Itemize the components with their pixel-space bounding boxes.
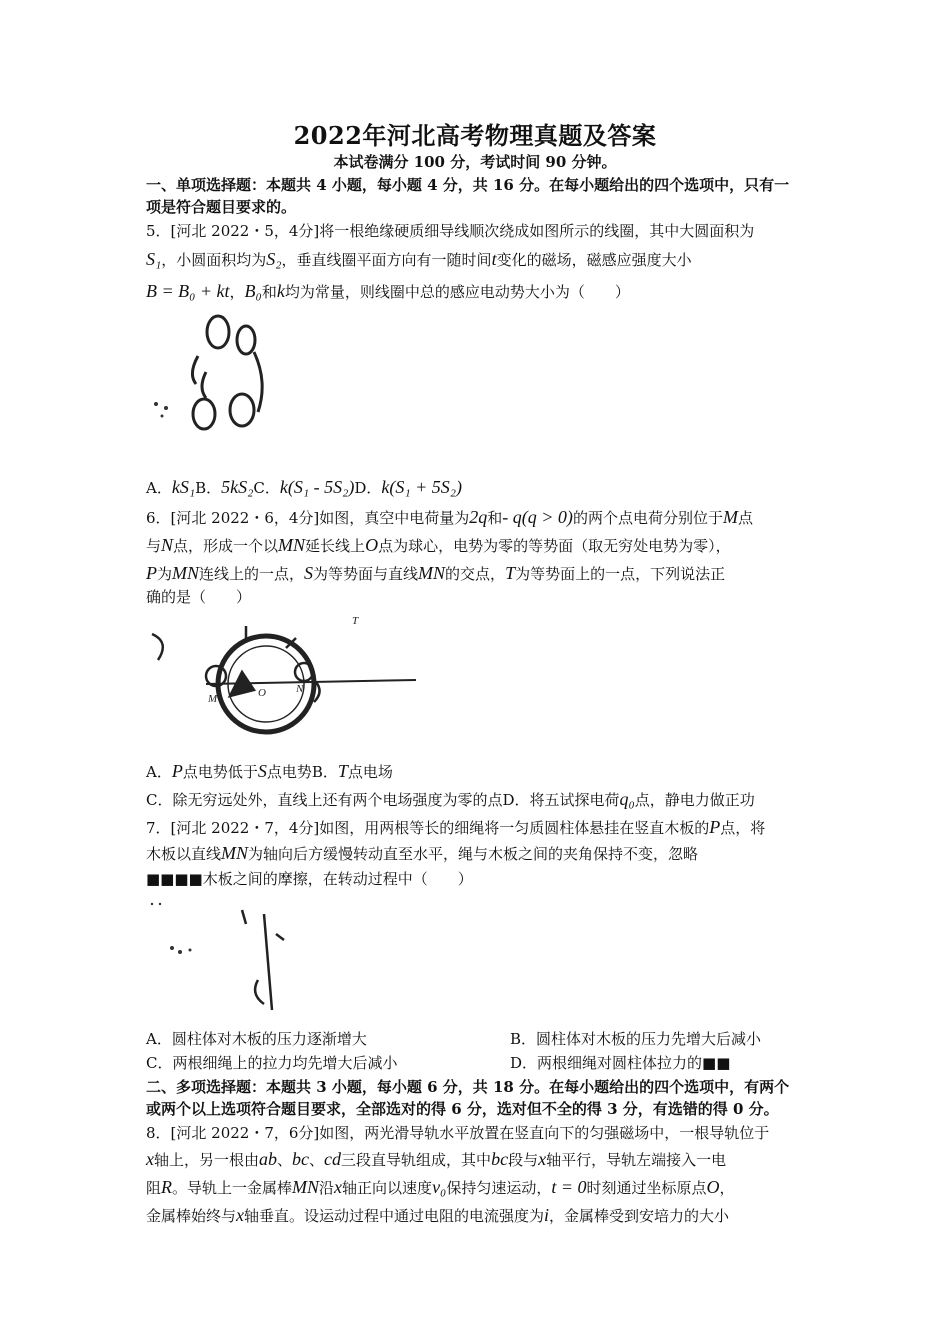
svg-text:M: M [208,693,218,705]
q8-line4: 金属棒始终与x轴垂直。设运动过程中通过电阻的电流强度为i，金属棒受到安培力的大小 [146,1205,730,1225]
q6-option-cd: C．除无穷远处外，直线上还有两个电场强度为零的点D．将五试探电荷q₀点，静电力做正功 [146,789,755,809]
q6-option-ab: A．P点电势低于S点电势B．T点电场 [146,761,393,781]
small-loop-icon [207,316,229,348]
section1-heading-line1: 一、单项选择题：本题共 4 小题，每小题 4 分，共 16 分。在每小题给出的四个选项中，只有一 [146,176,790,194]
q7-line2: 木板以直线MN为轴向后方缓慢转动直至水平，绳与木板之间的夹角保持不变，忽略 [146,843,699,863]
q6-field-figure [146,612,426,752]
q5-coil-figure [146,312,276,462]
q7-option-c: C．两根细绳上的拉力均先增大后减小 [146,1054,398,1072]
curve-icon [152,634,163,660]
q7-line3: ■■■■木板之间的摩擦，在转动过程中（ ） [146,870,473,888]
section1-heading-line2: 项是符合题目要求的。 [146,198,297,216]
q7-option-b: B．圆柱体对木板的压力先增大后减小 [510,1030,762,1048]
svg-text:N: N [296,683,304,695]
q5-line2: S₁，小圆面积均为S₂，垂直线圈平面方向有一随时间t变化的磁场，磁感应强度大小 [146,249,692,269]
section2-heading-line2: 或两个以上选项符合题目要求，全部选对的得 6 分，选对但不全的得 3 分，有选错的得 0 分。 [146,1100,779,1118]
q6-line3: P为MN连线上的一点，S为等势面与直线MN的交点，T为等势面上的一点，下列说法正 [146,563,726,583]
section2-heading-line1: 二、多项选择题：本题共 3 小题，每小题 6 分，共 18 分。在每小题给出的四个选项中，有两个 [146,1078,790,1096]
q8-line2: x轴上，另一根由ab、bc、cd三段直导轨组成，其中bc段与x轴平行，导轨左端接入一电 [146,1149,727,1169]
q7-option-d: D．两根细绳对圆柱体拉力的■■ [510,1054,731,1072]
q5-line1: 5．[河北 2022・5，4分]将一根绝缘硬质细导线顺次绕成如图所示的线圈，其中大圆面积为 [146,222,755,240]
board-icon [264,914,272,1010]
q8-line1: 8．[河北 2022・7，6分]如图，两光滑导轨水平放置在竖直向下的匀强磁场中，一根导轨位于 [146,1124,770,1142]
q7-line1: 7．[河北 2022・7，4分]如图，用两根等长的细绳将一匀质圆柱体悬挂在竖直木板的P点，将 [146,817,766,837]
q5-line3: B = B₀ + kt，B₀和k均为常量，则线圈中总的感应电动势大小为（ ） [146,281,630,301]
page-title: 2022年河北高考物理真题及答案 [293,121,657,150]
svg-text:O: O [258,687,266,699]
svg-text:T: T [352,615,359,627]
q6-line4: 确的是（ ） [146,588,252,606]
q7-board-figure [146,894,326,1024]
q6-line1: 6．[河北 2022・6，4分]如图，真空中电荷量为2q和- q(q > 0)的两个点电荷分别位于M点 [146,507,753,527]
q6-line2: 与N点，形成一个以MN延长线上O点为球心，电势为零的等势面（取无穷处电势为零）， [146,535,731,555]
q8-line3: 阻R。导轨上一金属棒MN沿x轴正向以速度v₀保持匀速运动，t = 0时刻通过坐标原点O， [146,1177,735,1197]
exam-info: 本试卷满分 100 分，考试时间 90 分钟。 [333,153,617,171]
q7-option-a: A．圆柱体对木板的压力逐渐增大 [146,1030,367,1048]
q5-options: A．kS₁B．5kS₂C．k(S₁ - 5S₂)D．k(S₁ + 5S₂) [146,477,463,497]
